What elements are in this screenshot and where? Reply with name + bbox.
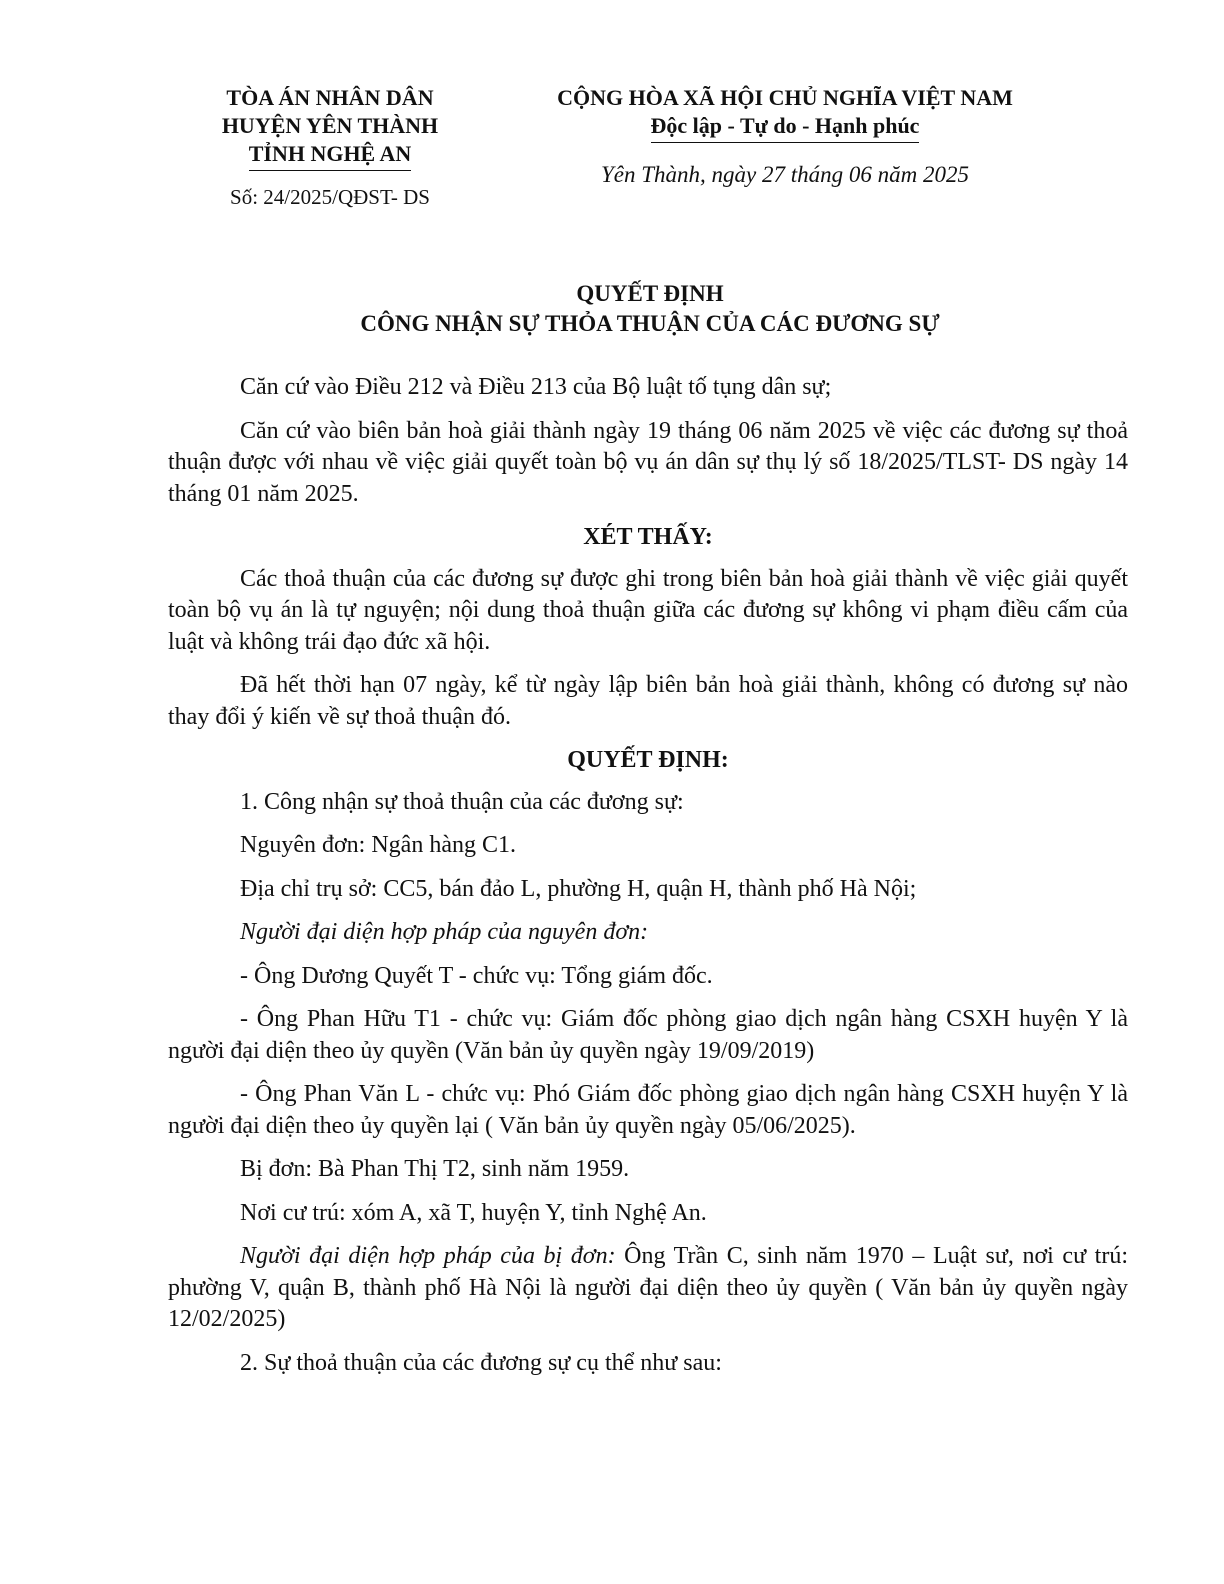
decision-item-2: 2. Sự thoả thuận của các đương sự cụ thể như sau:	[240, 1349, 722, 1376]
document-title	[160, 279, 1140, 339]
decision-heading: QUYẾT ĐỊNH:	[567, 747, 729, 773]
court-name-line2: HUYỆN YÊN THÀNH	[221, 113, 439, 138]
representative-1: - Ông Dương Quyết T - chức vụ: Tổng giám đốc.	[240, 962, 713, 989]
representative-3: - Ông Phan Văn L - chức vụ: Phó Giám đốc phòng giao dịch ngân hàng CSXH huyện Y là người đại diện theo ủy quyền lại ( Văn bản ủy quyền ngày 05/06/2025).	[168, 1081, 1128, 1139]
defendant-representative	[168, 1241, 1128, 1336]
representative-2: - Ông Phan Hữu T1 - chức vụ: Giám đốc phòng giao dịch ngân hàng CSXH huyện Y là người đại diện theo ủy quyền (Văn bản ủy quyền ngày 19/09/2019)	[168, 1006, 1128, 1064]
document-body	[168, 372, 1128, 1391]
court-header	[160, 84, 500, 211]
finding-2: Đã hết thời hạn 07 ngày, kể từ ngày lập biên bản hoà giải thành, không có đương sự nào thay đổi ý kiến về sự thoả thuận đó.	[168, 672, 1128, 730]
defendant-representative-text: Ông Trần C, sinh năm 1970 – Luật sư, nơi cư trú: phường V, quận B, thành phố Hà Nội là người đại diện theo ủy quyền ( Văn bản ủy quyền ngày 12/02/2025)	[168, 1243, 1128, 1332]
plaintiff-representative-label: Người đại diện hợp pháp của nguyên đơn:	[240, 919, 649, 945]
plaintiff-address: Địa chỉ trụ sở: CC5, bán đảo L, phường H, quận H, thành phố Hà Nội;	[240, 875, 917, 902]
decision-number: Số: 24/2025/QĐST- DS	[230, 185, 430, 209]
plaintiff: Nguyên đơn: Ngân hàng C1.	[240, 832, 516, 858]
defendant-residence: Nơi cư trú: xóm A, xã T, huyện Y, tỉnh Nghệ An.	[240, 1199, 707, 1226]
defendant-representative-label: Người đại diện hợp pháp của bị đơn:	[240, 1243, 616, 1269]
nation-name: CỘNG HÒA XÃ HỘI CHỦ NGHĨA VIỆT NAM	[557, 85, 1013, 110]
title-line2: CÔNG NHẬN SỰ THỎA THUẬN CỦA CÁC ĐƯƠNG SỰ	[360, 311, 940, 336]
findings-heading: XÉT THẤY:	[583, 524, 713, 550]
place-date: Yên Thành, ngày 27 tháng 06 năm 2025	[601, 162, 969, 187]
court-name-line3: TỈNH NGHỆ AN	[249, 140, 412, 171]
title-line1: QUYẾT ĐỊNH	[576, 281, 724, 306]
defendant: Bị đơn: Bà Phan Thị T2, sinh năm 1959.	[240, 1156, 630, 1182]
court-name-line1: TÒA ÁN NHÂN DÂN	[226, 85, 434, 110]
legal-basis-1: Căn cứ vào Điều 212 và Điều 213 của Bộ luật tố tụng dân sự;	[240, 374, 832, 400]
finding-1: Các thoả thuận của các đương sự được ghi trong biên bản hoà giải thành về việc giải quyết toàn bộ vụ án là tự nguyện; nội dung thoả thuận giữa các đương sự không vi phạm điều cấm của luật và không trái đạo đức xã hội.	[168, 565, 1128, 655]
national-motto: Độc lập - Tự do - Hạnh phúc	[651, 112, 920, 143]
legal-basis-2: Căn cứ vào biên bản hoà giải thành ngày 19 tháng 06 năm 2025 về việc các đương sự thoả thuận được với nhau về việc giải quyết toàn bộ vụ án dân sự thụ lý số 18/2025/TLST- DS ngày 14 tháng 01 năm 2025.	[168, 417, 1128, 507]
national-header	[520, 84, 1050, 189]
decision-item-1: 1. Công nhận sự thoả thuận của các đương sự:	[240, 788, 684, 815]
